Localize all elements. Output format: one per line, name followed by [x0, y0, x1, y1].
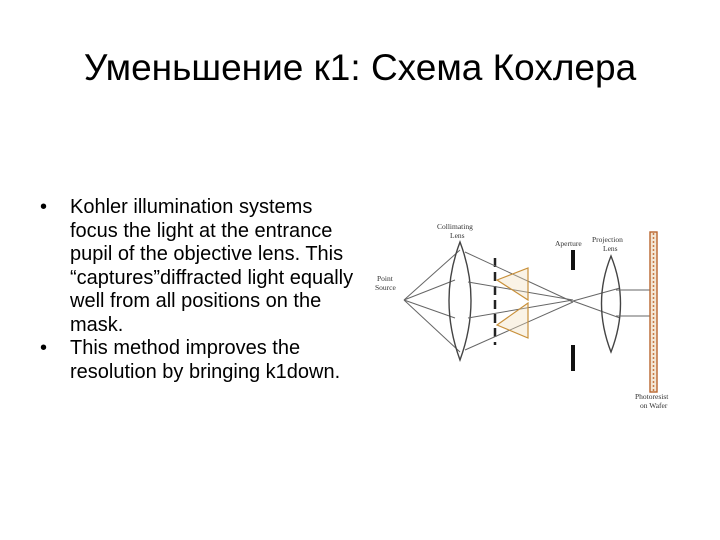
- aperture-label: Aperture: [555, 239, 582, 248]
- collimated-rays: [465, 252, 620, 350]
- source-rays: [404, 250, 460, 352]
- diffraction-cones: [497, 268, 528, 338]
- slide-title: Уменьшение к1: Схема Кохлера: [83, 47, 637, 88]
- photoresist-label: Photoresist: [635, 392, 669, 401]
- bullet-item: [34, 337, 364, 384]
- projection-lens-label: Lens: [603, 244, 618, 253]
- collimating-lens-label: Lens: [450, 231, 465, 240]
- projection-lens-label: Projection: [592, 235, 623, 244]
- bullet-list: [34, 196, 364, 384]
- point-source-label: Source: [375, 283, 396, 292]
- bullet-dot: •: [40, 337, 48, 359]
- photoresist-label: on Wafer: [640, 401, 668, 410]
- point-source-label: Point: [377, 274, 393, 283]
- collimating-lens-label: Collimating: [437, 222, 473, 231]
- kohler-illumination-diagram: [372, 214, 692, 414]
- projection-lens: [602, 256, 621, 352]
- bullet-text: This method improves the resolution by bringing k1down.: [70, 337, 341, 383]
- bullet-dot: •: [40, 196, 48, 218]
- aperture: [571, 250, 575, 371]
- bullet-text: Kohler illumination systems focus the light at the entrance pupil of the objective lens. This “captures”diffracted light equally well from all positions on the mask.: [70, 196, 354, 336]
- wafer: [650, 232, 657, 392]
- bullet-item: [34, 196, 364, 337]
- collimating-lens: [449, 242, 471, 360]
